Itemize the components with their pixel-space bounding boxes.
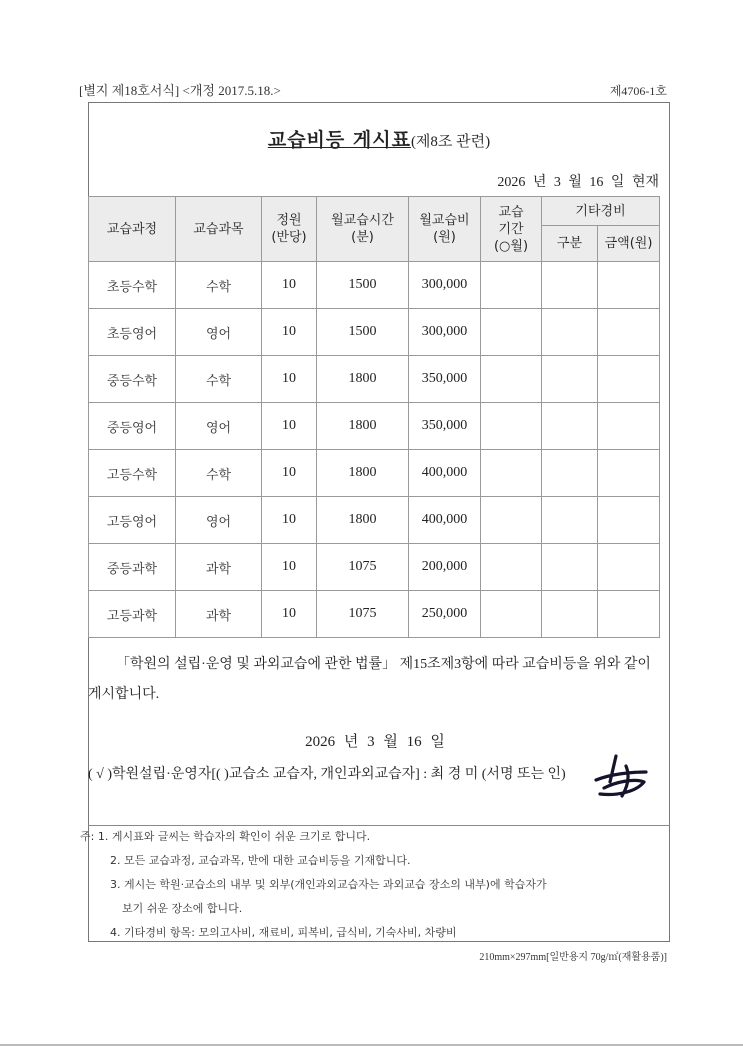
cell-category	[542, 544, 598, 591]
cell-amount	[598, 309, 660, 356]
table-row	[89, 497, 660, 544]
cell-course: 초등수학	[89, 262, 176, 309]
cell-amount	[598, 544, 660, 591]
cell-hours: 1800	[317, 497, 409, 544]
cell-course: 중등수학	[89, 356, 176, 403]
note-3-continued: 보기 쉬운 장소에 합니다.	[122, 902, 243, 915]
cell-hours: 1500	[317, 262, 409, 309]
cell-hours: 1500	[317, 309, 409, 356]
cell-period	[481, 356, 542, 403]
note-1: 주: 1. 게시표와 글씨는 학습자의 확인이 쉬운 크기로 합니다.	[80, 830, 371, 843]
cell-capacity: 10	[262, 262, 317, 309]
paper-spec: 210mm×297mm[일반용지 70g/㎡(재활용품)]	[479, 952, 667, 963]
title-main: 교습비등 게시표	[267, 129, 411, 151]
cell-course: 고등과학	[89, 591, 176, 638]
cell-capacity: 10	[262, 544, 317, 591]
cell-fee: 250,000	[409, 591, 481, 638]
cell-hours: 1075	[317, 591, 409, 638]
as-of-date: 2026 년 3 월 16 일 현재	[497, 175, 659, 190]
cell-fee: 400,000	[409, 450, 481, 497]
cell-period	[481, 403, 542, 450]
cell-capacity: 10	[262, 309, 317, 356]
table-row	[89, 450, 660, 497]
table-row	[89, 309, 660, 356]
cell-hours: 1800	[317, 450, 409, 497]
note-3: 3. 게시는 학원·교습소의 내부 및 외부(개인과외교습자는 과외교습 장소의 내부)에 학습자가	[110, 878, 547, 891]
col-header-capacity: 정원 (반당)	[262, 197, 317, 262]
cell-capacity: 10	[262, 497, 317, 544]
cell-hours: 1800	[317, 356, 409, 403]
table-row	[89, 262, 660, 309]
signed-date: 2026 년 3 월 16 일	[305, 734, 445, 750]
page-bottom-rule	[0, 1044, 743, 1046]
cell-capacity: 10	[262, 591, 317, 638]
table-row	[89, 356, 660, 403]
cell-period	[481, 544, 542, 591]
cell-category	[542, 356, 598, 403]
table-row	[89, 403, 660, 450]
cell-subject: 수학	[176, 356, 262, 403]
signer-line: ( √ )학원설립·운영자[( )교습소 교습자, 개인과외교습자] : 최 경 미 (서명 또는 인)	[88, 767, 566, 782]
cell-fee: 400,000	[409, 497, 481, 544]
cell-capacity: 10	[262, 403, 317, 450]
cell-hours: 1800	[317, 403, 409, 450]
col-header-period: 교습 기간 (○월)	[481, 197, 542, 262]
cell-course: 중등과학	[89, 544, 176, 591]
cell-amount	[598, 591, 660, 638]
form-reference: [별지 제18호서식] <개정 2017.5.18.>	[79, 83, 281, 98]
cell-category	[542, 262, 598, 309]
cell-subject: 영어	[176, 403, 262, 450]
cell-course: 초등영어	[89, 309, 176, 356]
cell-fee: 350,000	[409, 356, 481, 403]
cell-amount	[598, 262, 660, 309]
cell-amount	[598, 450, 660, 497]
notes-section	[80, 825, 670, 945]
cell-hours: 1075	[317, 544, 409, 591]
cell-fee: 300,000	[409, 309, 481, 356]
cell-period	[481, 450, 542, 497]
col-header-monthly-hours: 월교습시간 (분)	[317, 197, 409, 262]
cell-capacity: 10	[262, 356, 317, 403]
cell-category	[542, 309, 598, 356]
cell-period	[481, 309, 542, 356]
cell-amount	[598, 497, 660, 544]
col-header-other-costs: 기타경비	[542, 197, 660, 226]
cell-fee: 350,000	[409, 403, 481, 450]
cell-course: 중등영어	[89, 403, 176, 450]
col-header-monthly-fee: 월교습비 (원)	[409, 197, 481, 262]
cell-fee: 300,000	[409, 262, 481, 309]
cell-period	[481, 497, 542, 544]
table-row	[89, 544, 660, 591]
cell-amount	[598, 356, 660, 403]
cell-category	[542, 403, 598, 450]
cell-course: 고등수학	[89, 450, 176, 497]
cell-fee: 200,000	[409, 544, 481, 591]
col-header-category: 구분	[542, 226, 598, 262]
cell-capacity: 10	[262, 450, 317, 497]
cell-category	[542, 591, 598, 638]
cell-category	[542, 497, 598, 544]
note-2: 2. 모든 교습과정, 교습과목, 반에 대한 교습비등을 기재합니다.	[110, 854, 411, 867]
col-header-course: 교습과정	[89, 197, 176, 262]
cell-subject: 수학	[176, 450, 262, 497]
page-title	[88, 125, 670, 152]
cell-subject: 과학	[176, 544, 262, 591]
title-sub: (제8조 관련)	[410, 134, 491, 150]
cell-period	[481, 262, 542, 309]
notice-text: 「학원의 설립·운영 및 과외교습에 관한 법률」 제15조제3항에 따라 교습비등을 위와 같이 게시합니다.	[88, 657, 651, 702]
form-number: 제4706-1호	[609, 84, 667, 98]
cell-category	[542, 450, 598, 497]
col-header-amount: 금액(원)	[598, 226, 660, 262]
col-header-subject: 교습과목	[176, 197, 262, 262]
cell-subject: 영어	[176, 497, 262, 544]
handwritten-signature	[586, 752, 656, 802]
cell-period	[481, 591, 542, 638]
cell-subject: 수학	[176, 262, 262, 309]
fee-table	[88, 196, 660, 638]
cell-subject: 과학	[176, 591, 262, 638]
cell-amount	[598, 403, 660, 450]
note-4: 4. 기타경비 항목: 모의고사비, 재료비, 피복비, 급식비, 기숙사비, 차량비	[110, 926, 457, 939]
cell-course: 고등영어	[89, 497, 176, 544]
table-row	[89, 591, 660, 638]
cell-subject: 영어	[176, 309, 262, 356]
